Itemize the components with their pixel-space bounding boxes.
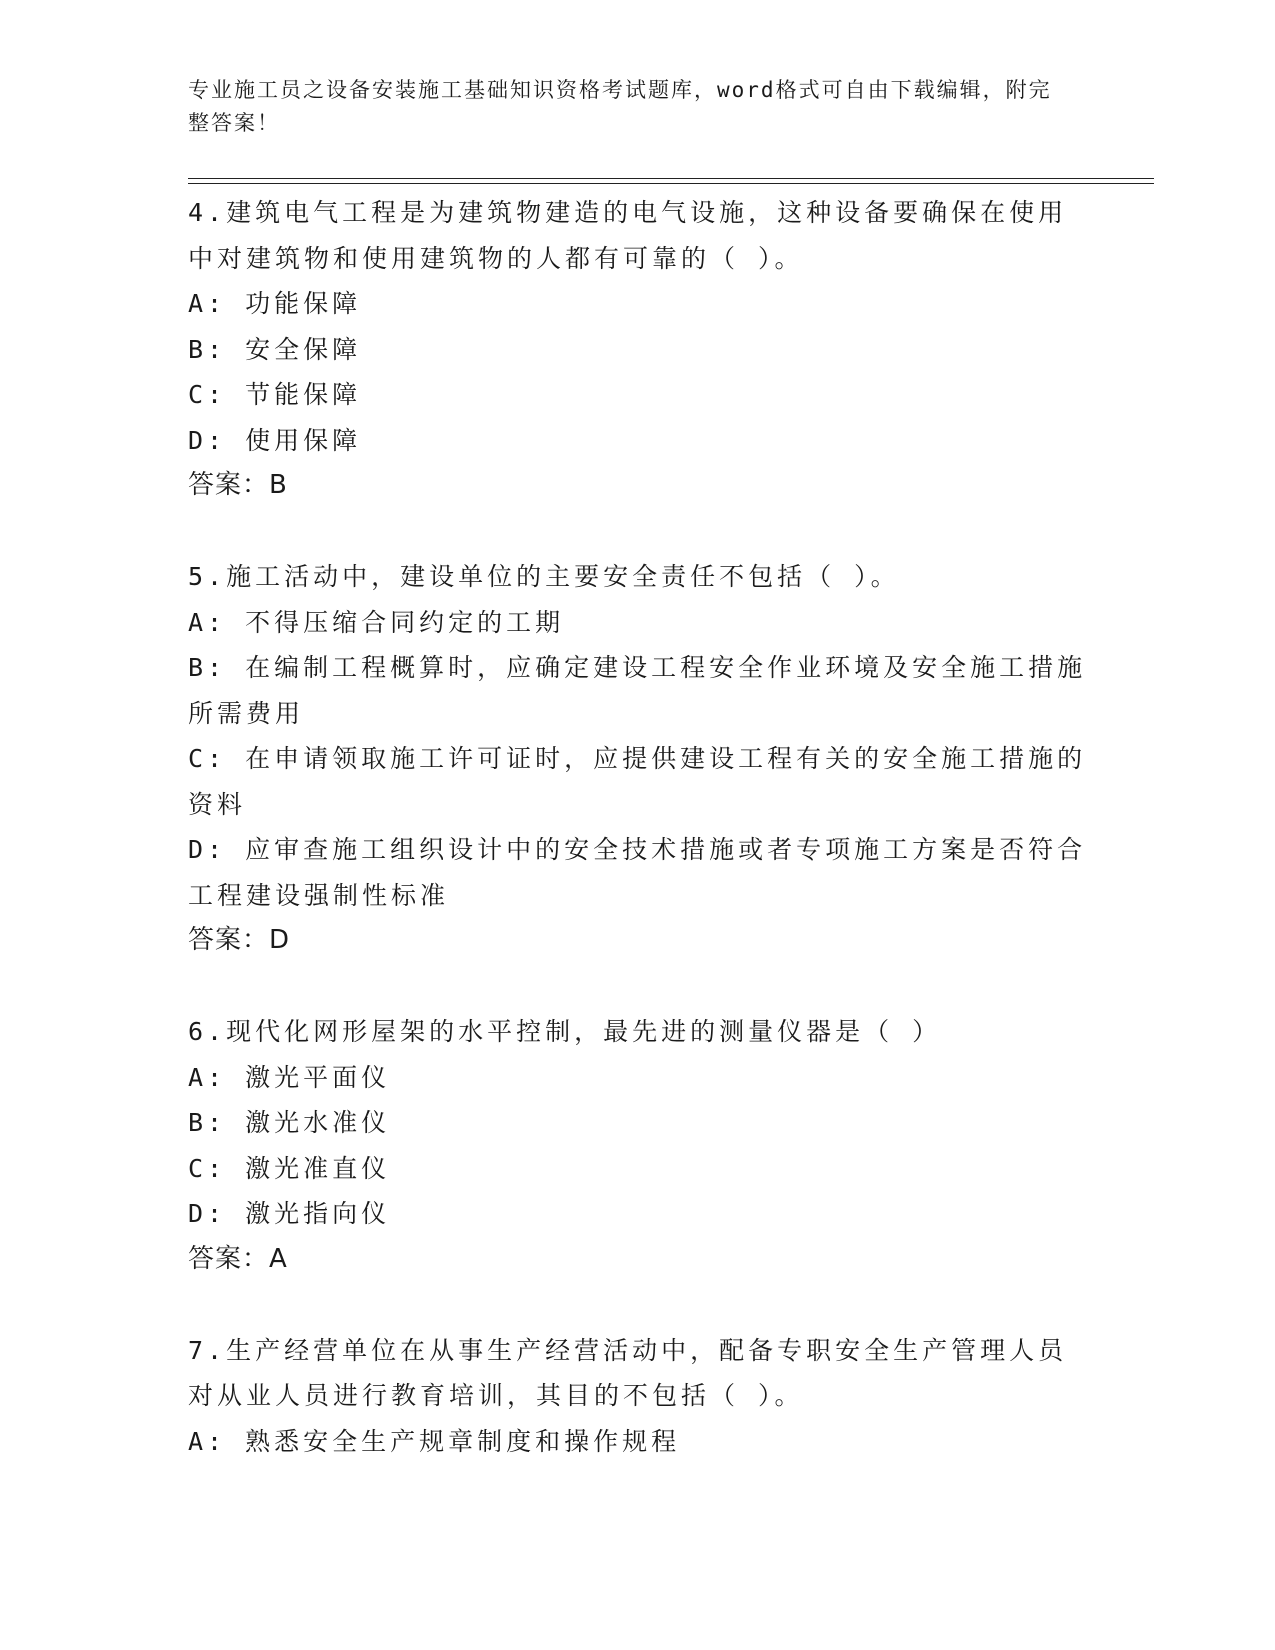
question-5 <box>188 554 1088 964</box>
header-divider-bottom <box>188 183 1154 184</box>
option-a: A: 熟悉安全生产规章制度和操作规程 <box>188 1426 681 1456</box>
question-7 <box>188 1328 1088 1465</box>
question-stem: 7.生产经营单位在从事生产经营活动中，配备专职安全生产管理人员对从业人员进行教育培训，其目的不包括（ ）。 <box>188 1335 1068 1410</box>
question-stem: 5.施工活动中，建设单位的主要安全责任不包括（ ）。 <box>188 562 900 591</box>
answer: 答案：A <box>188 1243 288 1274</box>
option-d: D: 使用保障 <box>188 425 362 455</box>
option-d: D: 激光指向仪 <box>188 1199 391 1228</box>
option-c: C: 激光准直仪 <box>188 1153 391 1183</box>
option-a: A: 不得压缩合同约定的工期 <box>188 607 565 637</box>
header-divider-top <box>188 178 1154 179</box>
option-b: B: 安全保障 <box>188 334 362 364</box>
option-c: C: 节能保障 <box>188 380 362 409</box>
option-b: B: 激光水准仪 <box>188 1108 391 1137</box>
question-6 <box>188 1009 1088 1282</box>
header-text: 专业施工员之设备安装施工基础知识资格考试题库，word格式可自由下载编辑，附完整答案！ <box>188 78 1052 135</box>
option-a: A: 功能保障 <box>188 289 362 318</box>
document-header <box>188 74 1068 140</box>
answer: 答案：D <box>188 925 291 955</box>
answer: 答案：B <box>188 470 288 500</box>
option-d: D: 应审查施工组织设计中的安全技术措施或者专项施工方案是否符合工程建设强制性标准 <box>188 835 1087 910</box>
option-b: B: 在编制工程概算时，应确定建设工程安全作业环境及安全施工措施所需费用 <box>188 653 1087 728</box>
question-stem: 6.现代化网形屋架的水平控制，最先进的测量仪器是（ ） <box>188 1017 942 1046</box>
option-a: A: 激光平面仪 <box>188 1062 391 1092</box>
question-stem: 4.建筑电气工程是为建筑物建造的电气设施，这种设备要确保在使用中对建筑物和使用建筑物的人都有可靠的（ ）。 <box>188 198 1068 273</box>
option-c: C: 在申请领取施工许可证时，应提供建设工程有关的安全施工措施的资料 <box>188 744 1087 819</box>
question-list <box>188 190 1088 1510</box>
question-4 <box>188 190 1088 509</box>
